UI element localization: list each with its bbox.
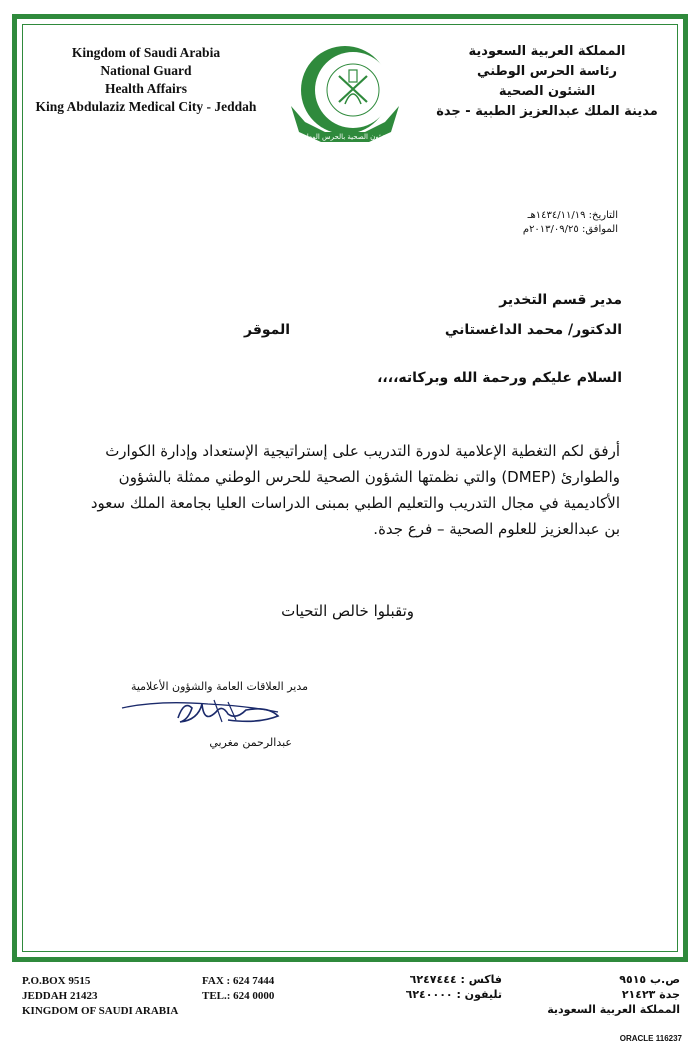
footer-line: KINGDOM OF SAUDI ARABIA	[22, 1005, 179, 1017]
body-line: الأكاديمية في مجال التدريب والتعليم الطبي بمبنى الدراسات العليا بجامعة الملك سعود	[90, 494, 620, 512]
signatory-name: عبدالرحمن مغربي	[209, 736, 292, 749]
letterhead-ar-line: رئاسة الحرس الوطني	[477, 64, 617, 79]
emblem-caption: الشئون الصحية بالحرس الوطني	[298, 133, 392, 141]
recipient-title: مدير قسم التخدير	[499, 292, 622, 308]
footer-line: JEDDAH 21423	[22, 990, 98, 1002]
recipient-honorific: الموقر	[244, 322, 291, 338]
letterhead-ar-line: المملكة العربية السعودية	[468, 44, 626, 59]
body-line: بن عبدالعزيز للعلوم الصحية – فرع جدة.	[373, 520, 620, 538]
national-guard-emblem-icon	[283, 40, 407, 148]
footer-line: تليفون : ٦٢٤٠٠٠٠	[405, 988, 502, 1001]
body-line: والطوارئ (DMEP) والتي نظمتها الشؤون الصحية للحرس الوطني ممثلة بالشؤون	[118, 468, 620, 486]
letterhead-arabic	[427, 42, 667, 122]
hijri-date: التاريخ: ١٤٣٤/١١/١٩هـ	[527, 210, 618, 221]
letterhead-en-line: Kingdom of Saudi Arabia	[71, 45, 221, 60]
footer-address-en	[22, 974, 178, 1019]
body-line: أرفق لكم التغطية الإعلامية لدورة التدريب على إستراتيجية الإستعداد وإدارة الكوارث	[105, 442, 620, 460]
letter-body	[60, 438, 620, 542]
letterhead-english	[30, 44, 262, 116]
handwritten-signature	[118, 690, 288, 734]
footer-line: TEL.: 624 0000	[202, 990, 275, 1002]
footer-line: FAX : 624 7444	[202, 975, 275, 987]
footer-line: ص.ب ٩٥١٥	[619, 973, 680, 986]
letterhead-en-line: King Abdulaziz Medical City - Jeddah	[35, 99, 257, 114]
footer-address-ar	[547, 972, 680, 1017]
greeting: السلام عليكم ورحمة الله وبركاته،،،،	[377, 370, 622, 386]
footer-phone-en	[202, 974, 274, 1004]
letterhead-ar-line: مدينة الملك عبدالعزيز الطبية - جدة	[436, 104, 658, 119]
footer-line: المملكة العربية السعودية	[547, 1003, 680, 1016]
letter-dates	[523, 209, 618, 237]
letterhead-en-line: National Guard	[100, 63, 192, 78]
letterhead-en-line: Health Affairs	[104, 81, 188, 96]
footer-line: جدة ٢١٤٢٣	[621, 988, 680, 1001]
closing: وتقبلوا خالص التحيات	[281, 602, 414, 620]
oracle-code: ORACLE 116237	[619, 1034, 682, 1043]
recipient-name: الدكتور/ محمد الداغستاني	[444, 322, 622, 338]
footer-line: P.O.BOX 9515	[22, 975, 91, 987]
gregorian-date: الموافق: ٢٠١٣/٠٩/٢٥م	[522, 224, 618, 235]
footer-line: فاكس : ٦٢٤٧٤٤٤	[409, 973, 502, 986]
letterhead-ar-line: الشئون الصحية	[498, 84, 596, 99]
signatory-title: مدير العلاقات العامة والشؤون الأعلامية	[130, 680, 308, 693]
footer-phone-ar	[372, 972, 502, 1002]
